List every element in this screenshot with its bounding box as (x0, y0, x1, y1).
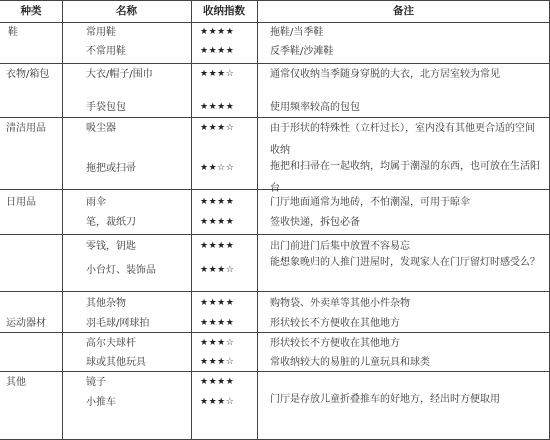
row-divider (0, 332, 550, 333)
rating-stars: ★★★☆ (200, 265, 235, 275)
row-divider (0, 0, 550, 1)
item-name: 手袋包包 (86, 102, 126, 113)
item-note: 拖鞋/当季鞋 (270, 27, 324, 38)
rating-stars: ★★★★ (200, 241, 235, 251)
header-rating: 收纳指数 (203, 5, 245, 17)
item-name: 球或其他玩具 (86, 357, 146, 368)
rating-stars: ★★★★ (200, 217, 235, 227)
rating-stars: ★★☆☆ (200, 163, 235, 173)
rating-stars: ★★★★ (200, 318, 235, 328)
rating-stars: ★★★★ (200, 377, 235, 387)
item-note: 由于形状的特殊性（立杆过长），室内没有其他更合适的空间收纳 (270, 123, 535, 156)
header-category: 种类 (20, 5, 42, 17)
category-cell: 运动器材 (6, 318, 46, 329)
rating-stars: ★★★★ (200, 102, 235, 112)
item-note: 签收快递，拆包必备 (270, 217, 360, 228)
item-name: 大衣/帽子/围巾 (86, 69, 153, 80)
column-divider (62, 0, 63, 440)
item-name: 不常用鞋 (86, 46, 126, 57)
rating-stars: ★★★★ (200, 46, 235, 56)
rating-stars: ★★★☆ (200, 69, 235, 79)
column-divider (191, 0, 192, 440)
rating-stars: ★★★★ (200, 27, 235, 37)
item-name: 常用鞋 (86, 27, 116, 38)
rating-stars: ★★★☆ (200, 123, 235, 133)
item-name: 其他杂物 (86, 298, 126, 309)
item-note: 门厅地面通常为地砖，不怕潮湿，可用于晾伞 (270, 197, 470, 208)
rating-stars: ★★★☆ (200, 397, 235, 407)
rating-stars: ★★★★ (200, 298, 235, 308)
item-name: 零钱，钥匙 (86, 241, 136, 252)
category-cell: 其他 (6, 377, 26, 388)
item-note: 能想象晚归的人推门进屋时，发现家人在门厅留灯时感受么？ (270, 257, 540, 268)
item-note: 形状较长不方便收在其他地方 (270, 338, 400, 349)
item-note: 形状较长不方便收在其他地方 (270, 318, 400, 329)
item-note: 反季鞋/沙滩鞋 (270, 46, 334, 57)
header-name: 名称 (116, 5, 137, 17)
item-name: 高尔夫球杆 (86, 338, 136, 349)
item-note: 出门前进门后集中放置不容易忘 (270, 241, 410, 252)
item-name: 镜子 (86, 377, 106, 388)
category-cell: 清洁用品 (6, 123, 46, 134)
item-name: 小台灯、装饰品 (86, 265, 156, 276)
rating-stars: ★★★★ (200, 197, 235, 207)
item-note: 门厅是存放儿童折叠推车的好地方，经出时方便取用 (270, 394, 500, 405)
item-name: 拖把或扫帚 (86, 163, 136, 174)
category-cell: 衣物/箱包 (6, 69, 50, 80)
category-cell: 日用品 (6, 197, 36, 208)
item-name: 羽毛球/网球拍 (86, 318, 150, 329)
row-divider (0, 234, 550, 235)
item-name: 小推车 (86, 397, 116, 408)
header-remarks: 备注 (393, 5, 414, 17)
item-note: 通常仅收纳当季随身穿脱的大衣，北方居室较为常见 (270, 69, 500, 80)
item-name: 吸尘器 (86, 123, 116, 134)
item-name: 雨伞 (86, 197, 106, 208)
item-note: 拖把和扫帚在一起收纳，均属于潮湿的东西，也可放在生活阳台 (270, 161, 540, 194)
item-note: 购物袋、外卖单等其他小件杂物 (270, 298, 410, 309)
item-name: 笔，裁纸刀 (86, 217, 136, 228)
rating-stars: ★★★☆ (200, 357, 235, 367)
row-divider (0, 22, 550, 23)
item-note: 常收纳较大的易脏的儿童玩具和球类 (270, 357, 430, 368)
row-divider (0, 371, 550, 372)
category-cell: 鞋 (8, 27, 18, 38)
row-divider (0, 291, 550, 292)
column-divider (257, 0, 258, 440)
item-note: 使用频率较高的包包 (270, 102, 360, 113)
rating-stars: ★★★☆ (200, 338, 235, 348)
